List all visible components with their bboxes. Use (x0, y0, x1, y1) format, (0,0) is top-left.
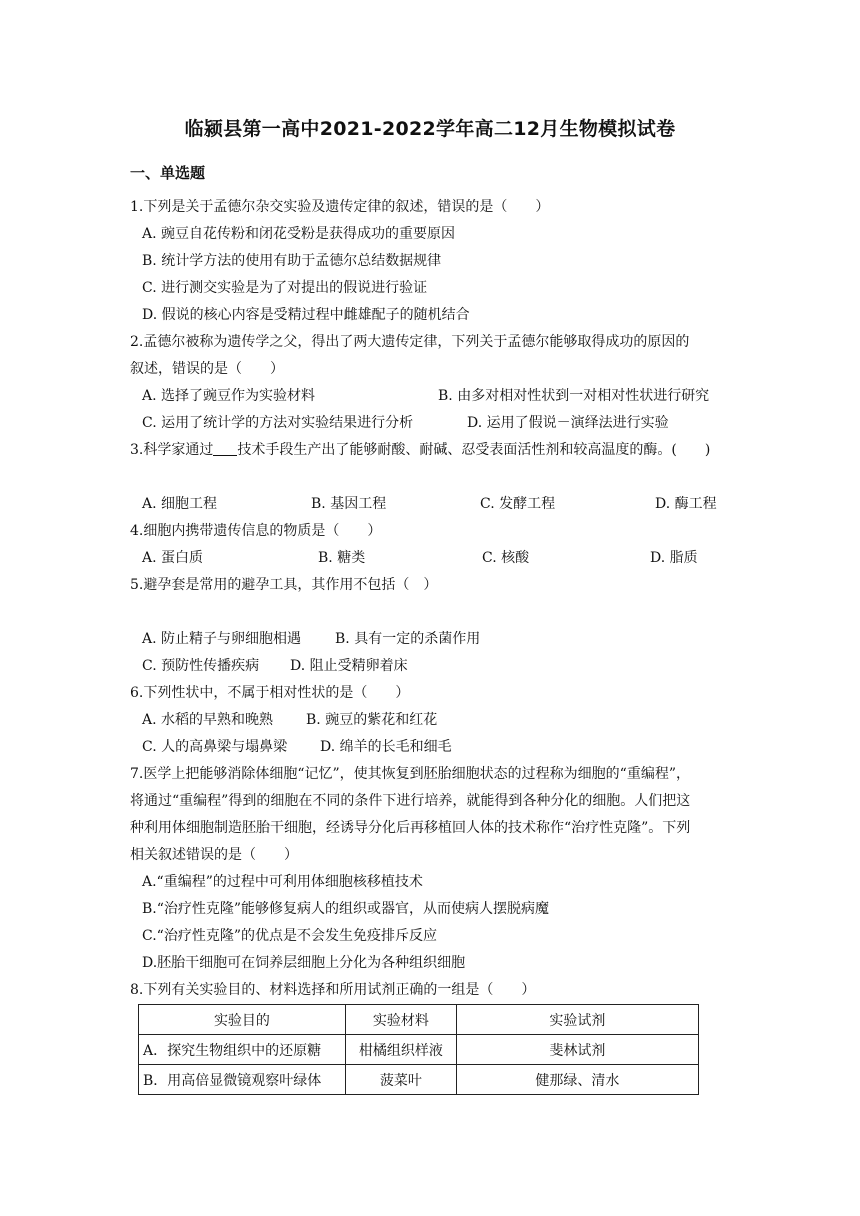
exam-title: 临颍县第一高中2021-2022学年高二12月生物模拟试卷 (184, 118, 676, 140)
question-6-option-a[interactable]: A. 水稻的早熟和晚熟 (142, 712, 274, 728)
question-7-option-c[interactable]: C.“治疗性克隆”的优点是不会发生免疫排斥反应 (142, 928, 437, 944)
question-1-option-c[interactable]: C. 进行测交实验是为了对提出的假说进行验证 (142, 280, 428, 296)
question-7-stem-line4: 相关叙述错误的是（ ） (130, 847, 298, 863)
question-7-option-d[interactable]: D.胚胎干细胞可在饲养层细胞上分化为各种组织细胞 (142, 955, 466, 971)
table-cell: 斐林试剂 (456, 1035, 698, 1065)
question-7-stem-line1: 7.医学上把能够消除体细胞“记忆”，使其恢复到胚胎细胞状态的过程称为细胞的“重编程”， (130, 766, 690, 782)
question-3-option-d[interactable]: D. 酶工程 (655, 496, 717, 512)
question-4-option-b[interactable]: B. 糖类 (318, 550, 366, 566)
question-2-option-b[interactable]: B. 由多对相对性状到一对相对性状进行研究 (438, 388, 710, 404)
question-2-stem-line1: 2.孟德尔被称为遗传学之父，得出了两大遗传定律，下列关于孟德尔能够取得成功的原因的 (130, 334, 690, 350)
question-3-stem (130, 441, 710, 459)
question-3-option-a[interactable]: A. 细胞工程 (142, 496, 218, 512)
question-3-stem-post: 技术手段生产出了能够耐酸、耐碱、忍受表面活性剂和较高温度的酶。( ) (237, 442, 711, 458)
question-6-option-d[interactable]: D. 绵羊的长毛和细毛 (320, 739, 452, 755)
question-2-option-a[interactable]: A. 选择了豌豆作为实验材料 (142, 388, 316, 404)
section-heading: 一、单选题 (130, 164, 206, 182)
question-5-option-a[interactable]: A. 防止精子与卵细胞相遇 (142, 631, 302, 647)
question-3-option-c[interactable]: C. 发酵工程 (480, 496, 556, 512)
question-7-stem-line3: 种利用体细胞制造胚胎干细胞，经诱导分化后再移植回人体的技术称作“治疗性克隆”。下列 (130, 820, 691, 836)
question-7-option-b[interactable]: B.“治疗性克隆”能够修复病人的组织或器官，从而使病人摆脱病魔 (142, 901, 550, 917)
question-1-option-b[interactable]: B. 统计学方法的使用有助于孟德尔总结数据规律 (142, 253, 442, 269)
question-7-option-a[interactable]: A.“重编程”的过程中可利用体细胞核移植技术 (142, 874, 423, 890)
question-2-stem-line2: 叙述，错误的是（ ） (130, 361, 284, 377)
question-4-option-a[interactable]: A. 蛋白质 (142, 550, 204, 566)
table-cell: A．探究生物组织中的还原糖 (139, 1035, 346, 1065)
question-5-option-d[interactable]: D. 阻止受精卵着床 (290, 658, 408, 674)
question-4-option-d[interactable]: D. 脂质 (650, 550, 698, 566)
table-row (139, 1065, 699, 1095)
table-cell: B．用高倍显微镜观察叶绿体 (139, 1065, 346, 1095)
table-header-cell: 实验试剂 (456, 1005, 698, 1035)
question-5-option-c[interactable]: C. 预防性传播疾病 (142, 658, 260, 674)
table-header-cell: 实验目的 (139, 1005, 346, 1035)
table-header-row (139, 1005, 699, 1035)
question-5-option-b[interactable]: B. 具有一定的杀菌作用 (335, 631, 481, 647)
question-6-option-b[interactable]: B. 豌豆的紫花和红花 (306, 712, 438, 728)
fill-in-blank (213, 441, 237, 456)
question-3-stem-pre: 3.科学家通过 (130, 442, 214, 458)
question-4-option-c[interactable]: C. 核酸 (482, 550, 530, 566)
question-2-option-d[interactable]: D. 运用了假说－演绎法进行实验 (467, 415, 669, 431)
question-1-stem: 1.下列是关于孟德尔杂交实验及遗传定律的叙述，错误的是（ ） (130, 199, 550, 215)
question-3-option-b[interactable]: B. 基因工程 (311, 496, 387, 512)
question-1-option-a[interactable]: A. 豌豆自花传粉和闭花受粉是获得成功的重要原因 (142, 226, 456, 242)
question-6-option-c[interactable]: C. 人的高鼻梁与塌鼻梁 (142, 739, 288, 755)
table-header-cell: 实验材料 (345, 1005, 456, 1035)
table-cell: 柑橘组织样液 (345, 1035, 456, 1065)
question-1-option-d[interactable]: D. 假说的核心内容是受精过程中雌雄配子的随机结合 (142, 307, 470, 323)
question-8-stem: 8.下列有关实验目的、材料选择和所用试剂正确的一组是（ ） (130, 982, 536, 998)
question-2-option-c[interactable]: C. 运用了统计学的方法对实验结果进行分析 (142, 415, 414, 431)
table-cell: 健那绿、清水 (456, 1065, 698, 1095)
table-cell: 菠菜叶 (345, 1065, 456, 1095)
question-5-stem: 5.避孕套是常用的避孕工具，其作用不包括（ ） (130, 577, 438, 593)
question-6-stem: 6.下列性状中，不属于相对性状的是（ ） (130, 685, 410, 701)
question-7-stem-line2: 将通过“重编程”得到的细胞在不同的条件下进行培养，就能得到各种分化的细胞。人们把这 (130, 793, 691, 809)
question-8-table (138, 1004, 699, 1095)
table-row (139, 1035, 699, 1065)
question-4-stem: 4.细胞内携带遗传信息的物质是（ ） (130, 523, 382, 539)
